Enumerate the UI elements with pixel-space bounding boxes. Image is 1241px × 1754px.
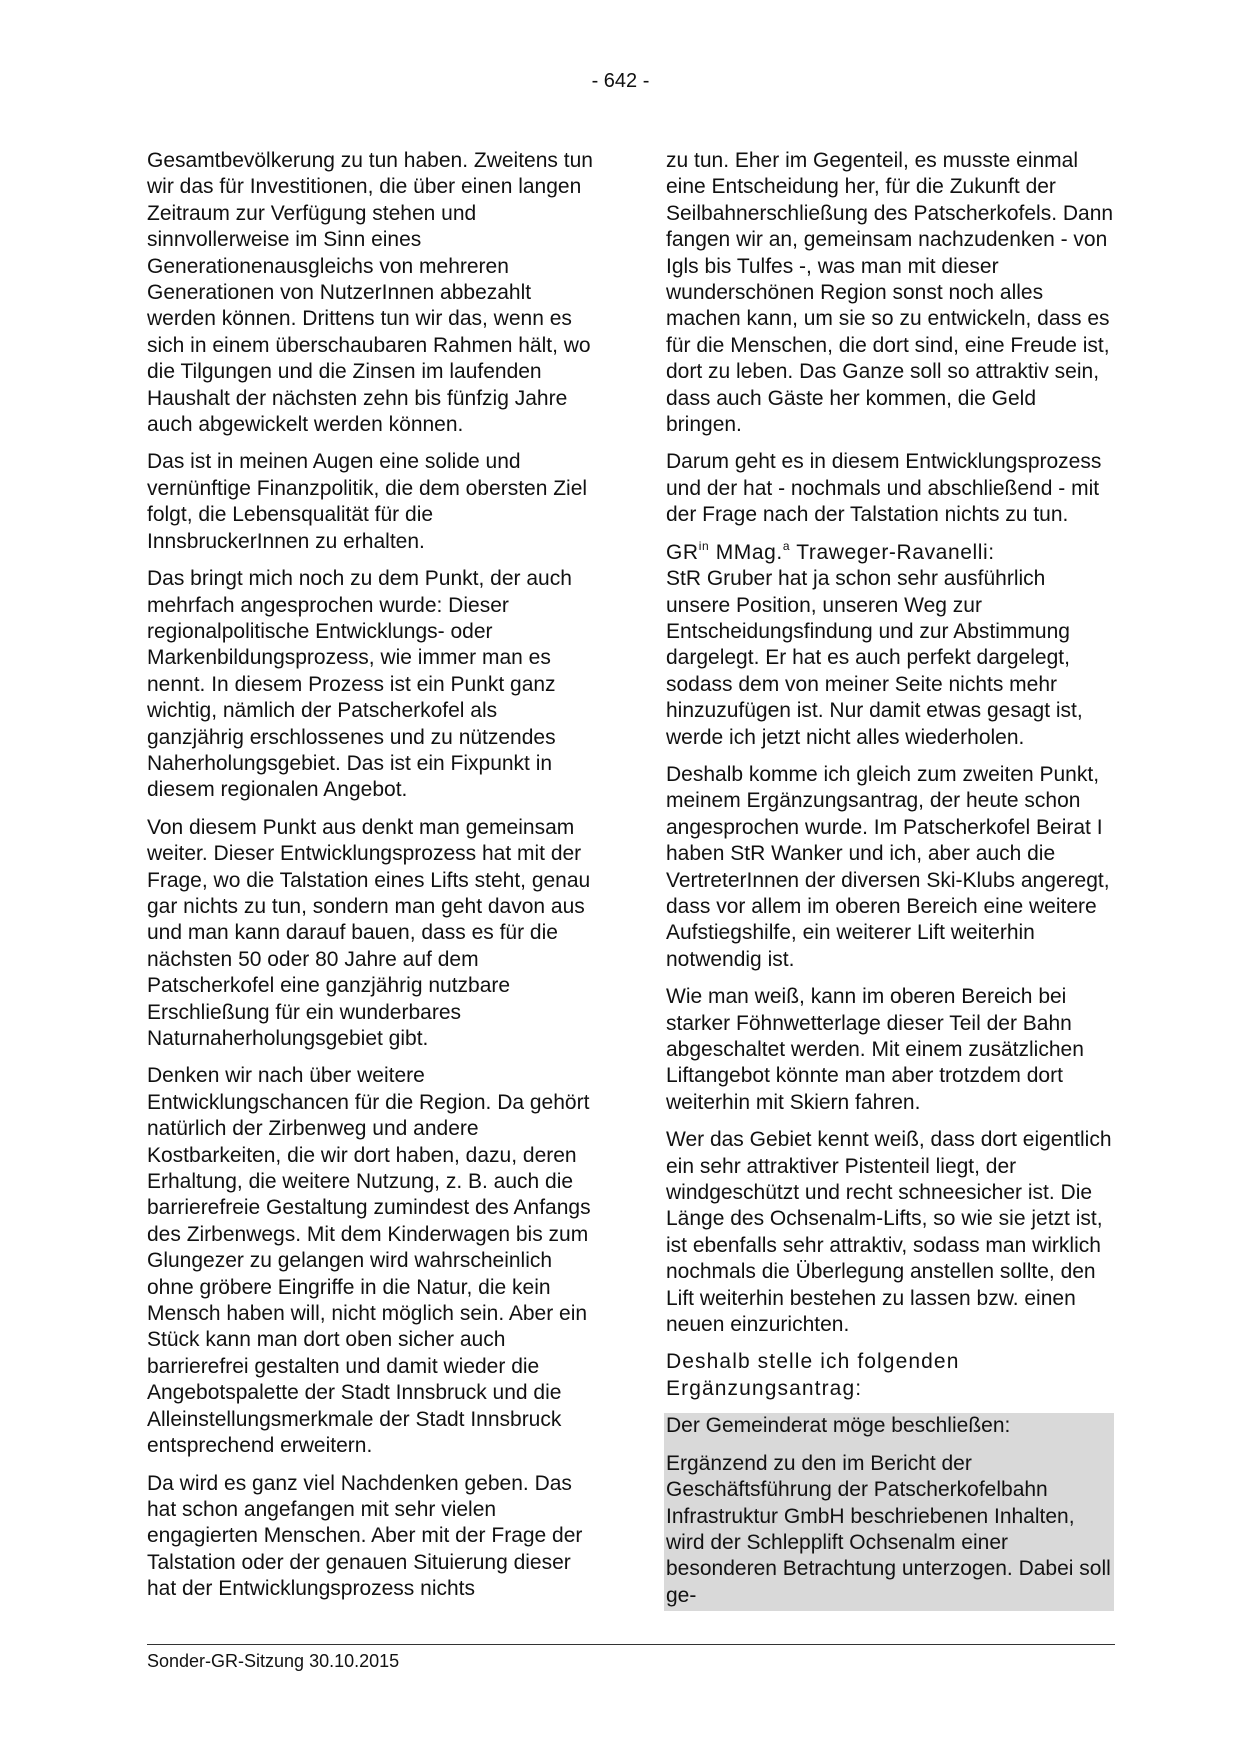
speaker-name: Traweger-Ravanelli: <box>796 540 995 564</box>
paragraph: Deshalb komme ich gleich zum zweiten Punkt, meinem Ergänzungsantrag, der heute schon angesprochen wurde. Im Patscherkofel Beirat I haben StR Wanker und ich, aber auch die VertreterInnen der diversen Ski-Klubs angeregt, dass vor allem im oberen Bereich eine weitere Aufstiegshilfe, ein weiterer Lift weiterhin notwendig ist. <box>666 762 1110 971</box>
paragraph: Wer das Gebiet kennt weiß, dass dort eigentlich ein sehr attraktiver Pistenteil liegt, der windgeschützt und recht schneesicher ist. Die Länge des Ochsenalm-Lifts, so wie sie jetzt ist, ist ebenfalls sehr attraktiv, sodass man wirklich nochmals die Überlegung anstellen sollte, den Lift weiterhin bestehen zu lassen bzw. einen neuen einzurichten. <box>666 1128 1112 1337</box>
speaker-role-suffix: in <box>698 538 710 553</box>
footer-divider <box>147 1644 1115 1645</box>
speaker-title: MMag. <box>715 540 783 564</box>
speaker-statement: StR Gruber hat ja schon sehr ausführlich unsere Position, unseren Weg zur Entscheidungsfindung und zur Abstimmung dargelegt. Er hat es auch perfekt dargelegt, sodass dem von meiner Seite nichts mehr hinzuzufügen ist. Nur damit etwas gesagt ist, werde ich jetzt nicht alles wiederholen. <box>666 567 1083 749</box>
page-number: - 642 - <box>591 70 650 92</box>
footer-session: Sonder-GR-Sitzung 30.10.2015 <box>147 1651 400 1671</box>
motion-text: Ergänzend zu den im Bericht der Geschäftsführung der Patscherkofelbahn Infrastruktur GmbH beschriebenen Inhalten, wird der Schlepplift Ochsenalm einer besonderen Betrachtung unterzogen. Dabei soll ge- <box>666 1451 1111 1607</box>
speaker-heading <box>666 538 995 564</box>
paragraph: Gesamtbevölkerung zu tun haben. Zweitens tun wir das für Investitionen, die über einen langen Zeitraum zur Verfügung stehen und sinnvollerweise im Sinn eines Generationenausgleichs von mehreren Generationen von NutzerInnen abbezahlt werden können. Drittens tun wir das, wenn es sich in einem überschaubaren Rahmen hält, wo die Tilgungen und die Zinsen im laufenden Haushalt der nächsten zehn bis fünfzig Jahre auch abgewickelt werden können. <box>147 149 593 437</box>
paragraph: Wie man weiß, kann im oberen Bereich bei starker Föhnwetterlage dieser Teil der Bahn abgeschaltet werden. Mit einem zusätzlichen Liftangebot könnte man aber trotzdem dort weiterhin mit Skiern fahren. <box>666 985 1084 1114</box>
proposal-intro: Deshalb stelle ich folgenden Ergänzungsantrag: <box>666 1350 960 1400</box>
speaker-paragraph <box>666 540 1114 751</box>
right-column <box>666 148 1114 1611</box>
paragraph: Da wird es ganz viel Nachdenken geben. Das hat schon angefangen mit sehr vielen engagierten Menschen. Aber mit der Frage der Talstation oder der genauen Situierung dieser hat der Entwicklungsprozess nichts <box>147 1471 583 1601</box>
speaker-title-suffix: a <box>782 538 791 553</box>
paragraph: zu tun. Eher im Gegenteil, es musste einmal eine Entscheidung her, für die Zukunft der Seilbahnerschließung des Patscherkofels. Dann fangen wir an, gemeinsam nachzudenken - von Igls bis Tulfes -, was man mit dieser wunderschönen Region sonst noch alles machen kann, um sie so zu entwickeln, dass es für die Menschen, die dort sind, eine Freude ist, dort zu leben. Das Ganze soll so attraktiv sein, dass auch Gäste her kommen, die Geld bringen. <box>666 149 1114 437</box>
paragraph: Denken wir nach über weitere Entwicklungschancen für die Region. Da gehört natürlich der Zirbenweg und andere Kostbarkeiten, die wir dort haben, dazu, deren Erhaltung, die weitere Nutzung, z. B. auch die barrierefreie Gestaltung zumindest des Anfangs des Zirbenwegs. Mit dem Kinderwagen bis zum Glungezer zu gelangen wird wahrscheinlich ohne gröbere Eingriffe in die Natur, die kein Mensch haben will, nicht möglich sein. Aber ein Stück kann man dort oben sicher auch barrierefrei gestalten und damit wieder die Angebotspalette der Stadt Innsbruck und die Alleinstellungsmerkmale der Stadt Innsbruck entsprechend erweitern. <box>147 1064 591 1458</box>
paragraph: Das ist in meinen Augen eine solide und vernünftige Finanzpolitik, die dem obersten Ziel folgt, die Lebensqualität für die InnsbruckerInnen zu erhalten. <box>147 450 588 553</box>
paragraph: Das bringt mich noch zu dem Punkt, der auch mehrfach angesprochen wurde: Dieser regionalpolitische Entwicklungs- oder Markenbildungsprozess, wie immer man es nennt. In diesem Prozess ist ein Punkt ganz wichtig, nämlich der Patscherkofel als ganzjährig erschlossenes und zu nützendes Naherholungsgebiet. Das ist ein Fixpunkt in diesem regionalen Angebot. <box>147 567 572 802</box>
paragraph: Von diesem Punkt aus denkt man gemeinsam weiter. Dieser Entwicklungsprozess hat mit der Frage, wo die Talstation eines Lifts steht, genau gar nichts zu tun, sondern man geht davon aus und man kann darauf bauen, dass es für die nächsten 50 oder 80 Jahre auf dem Patscherkofel eine ganzjährig nutzbare Erschließung für ein wunderbares Naturnaherholungsgebiet gibt. <box>147 815 591 1050</box>
left-column <box>147 148 595 1614</box>
motion-heading: Der Gemeinderat möge beschließen: <box>666 1414 1011 1438</box>
speaker-role: GR <box>666 540 699 564</box>
paragraph: Darum geht es in diesem Entwicklungsprozess und der hat - nochmals und abschließend - mit der Frage nach der Talstation nichts zu tun. <box>666 450 1102 527</box>
motion-box <box>664 1413 1114 1611</box>
